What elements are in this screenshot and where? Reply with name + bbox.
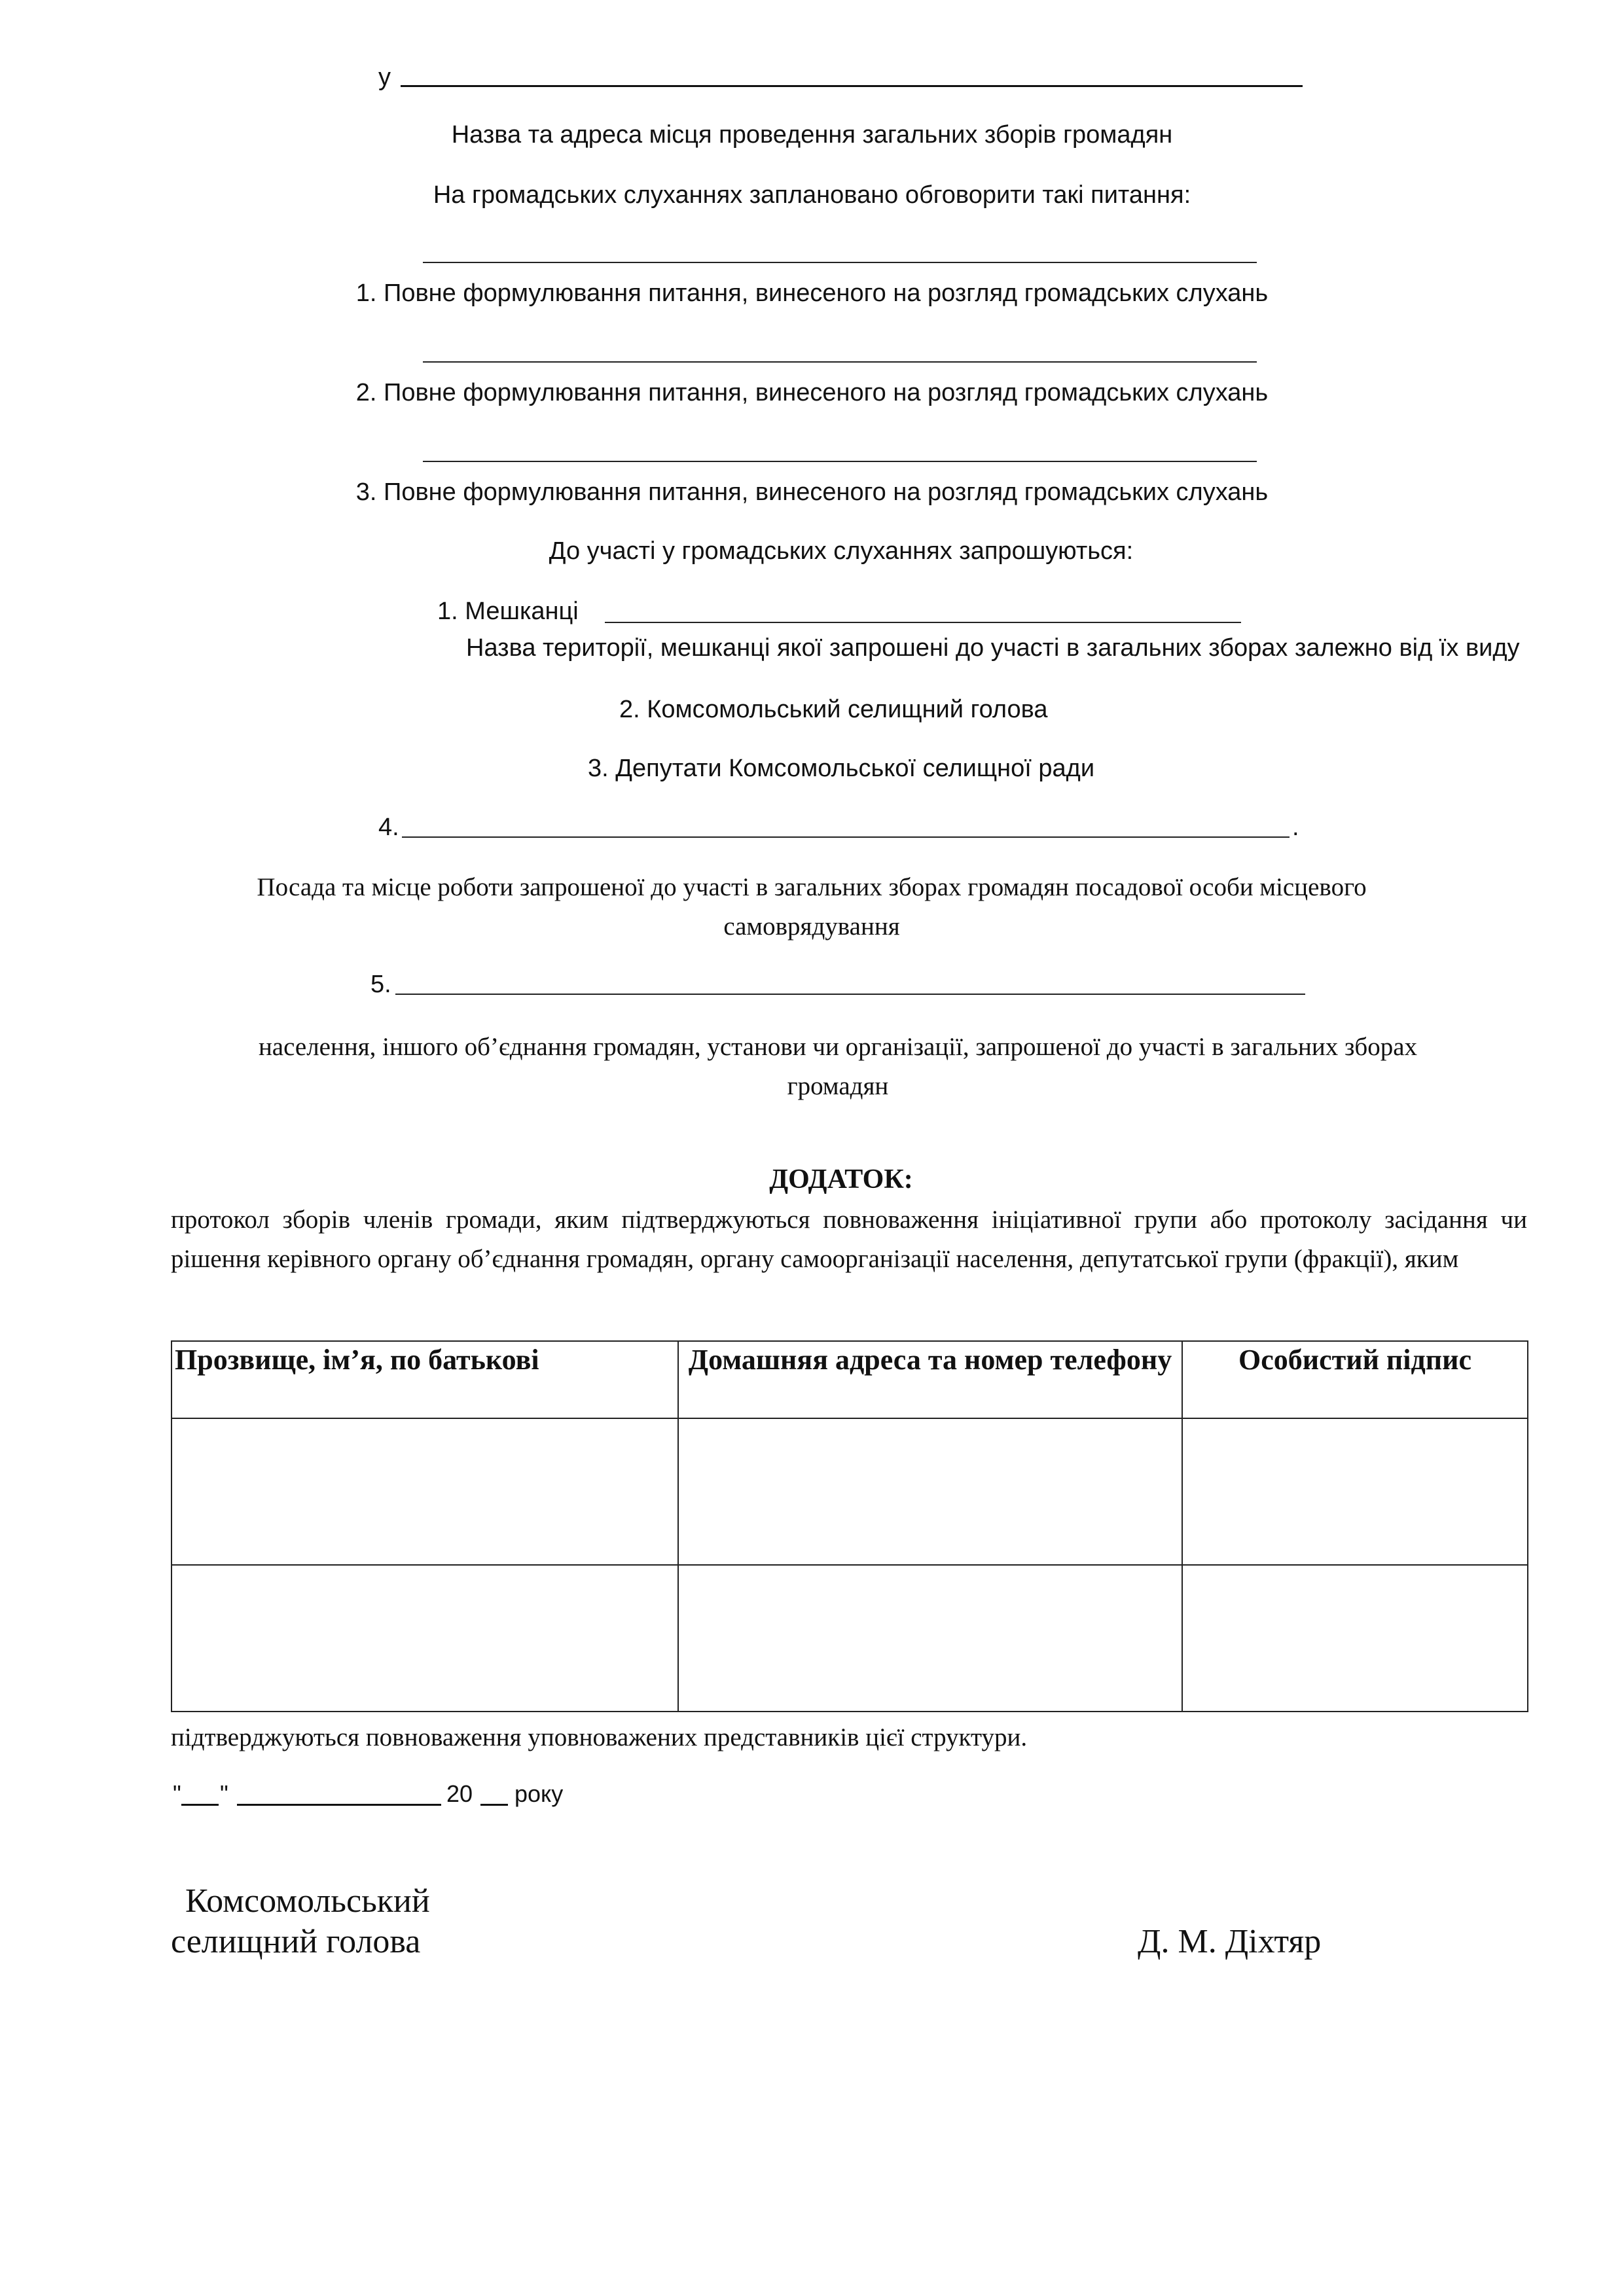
issue-1-blank[interactable] bbox=[423, 262, 1257, 263]
invited-item-1-blank[interactable] bbox=[605, 622, 1241, 623]
date-day-blank[interactable] bbox=[181, 1804, 219, 1806]
date-month-blank[interactable] bbox=[237, 1804, 441, 1806]
signature-cell[interactable] bbox=[1182, 1565, 1528, 1712]
invited-item-5-label: 5. bbox=[370, 971, 391, 998]
invited-intro: До участі у громадських слуханнях запрошуються: bbox=[549, 537, 1134, 565]
column-header-signature: Особистий підпис bbox=[1182, 1341, 1528, 1418]
name-cell[interactable] bbox=[171, 1565, 678, 1712]
invited-item-4-end: . bbox=[1292, 814, 1299, 841]
invited-item-4-blank[interactable] bbox=[402, 836, 1290, 838]
appendix-after-table: підтверджуються повноваження уповноважених представників цієї структури. bbox=[171, 1723, 1028, 1751]
venue-blank[interactable] bbox=[401, 85, 1303, 87]
signature-cell[interactable] bbox=[1182, 1418, 1528, 1565]
issue-2-blank[interactable] bbox=[423, 361, 1257, 363]
invited-item-5-blank[interactable] bbox=[395, 994, 1305, 995]
signatory-title-line-2: селищний голова bbox=[171, 1923, 421, 1960]
signature-table bbox=[171, 1340, 1528, 1712]
venue-prefix: у bbox=[378, 63, 391, 91]
name-cell[interactable] bbox=[171, 1418, 678, 1565]
date-year-prefix: 20 bbox=[446, 1780, 473, 1807]
venue-caption: Назва та адреса місця проведення загальних зборів громадян bbox=[451, 121, 1173, 149]
table-row bbox=[171, 1418, 1528, 1565]
issue-3-blank[interactable] bbox=[423, 461, 1257, 462]
invited-item-3: 3. Депутати Комсомольської селищної ради bbox=[588, 755, 1095, 782]
invited-item-1-label: 1. Мешканці bbox=[437, 598, 579, 625]
appendix-title: ДОДАТОК: bbox=[769, 1164, 913, 1194]
issue-2-caption: 2. Повне формулювання питання, винесеного на розгляд громадських слухань bbox=[355, 379, 1269, 406]
invited-item-2: 2. Комсомольський селищний голова bbox=[619, 696, 1048, 723]
table-row bbox=[171, 1565, 1528, 1712]
invited-item-4-label: 4. bbox=[378, 814, 399, 841]
table-header-row bbox=[171, 1341, 1528, 1418]
invited-item-1-caption: Назва території, мешканці якої запрошені до участі в загальних зборах залежно від їх виду bbox=[466, 634, 1520, 662]
address-cell[interactable] bbox=[678, 1418, 1182, 1565]
address-cell[interactable] bbox=[678, 1565, 1182, 1712]
issue-1-caption: 1. Повне формулювання питання, винесеного на розгляд громадських слухань bbox=[355, 279, 1269, 307]
issues-intro: На громадських слуханнях заплановано обговорити такі питання: bbox=[433, 181, 1191, 209]
invited-item-4-caption: Посада та місце роботи запрошеної до участі в загальних зборах громадян посадової особи місцевого самоврядування bbox=[257, 873, 1367, 941]
signatory-title-line-1: Комсомольський bbox=[185, 1882, 430, 1920]
column-header-address: Домашняя адреса та номер телефону bbox=[678, 1341, 1182, 1418]
date-year-suffix: року bbox=[514, 1780, 564, 1807]
appendix-text: протокол зборів членів громади, яким підтверджуються повноваження ініціативної групи або протоколу засідання чи рішення керівного органу об’єднання громадян, органу самоорганізації населення, депутатської групи (фракції), яким bbox=[171, 1206, 1527, 1273]
column-header-name: Прозвище, ім’я, по батькові bbox=[171, 1341, 678, 1418]
date-quote-close: " bbox=[220, 1780, 228, 1807]
invited-item-5-caption: населення, іншого об’єднання громадян, установи чи організації, запрошеної до участі в загальних зборах громадян bbox=[258, 1033, 1418, 1100]
issue-3-caption: 3. Повне формулювання питання, винесеного на розгляд громадських слухань bbox=[355, 478, 1269, 506]
date-quote-open: " bbox=[173, 1780, 181, 1807]
signatory-name: Д. М. Діхтяр bbox=[1138, 1923, 1322, 1960]
date-year-blank[interactable] bbox=[480, 1804, 508, 1806]
